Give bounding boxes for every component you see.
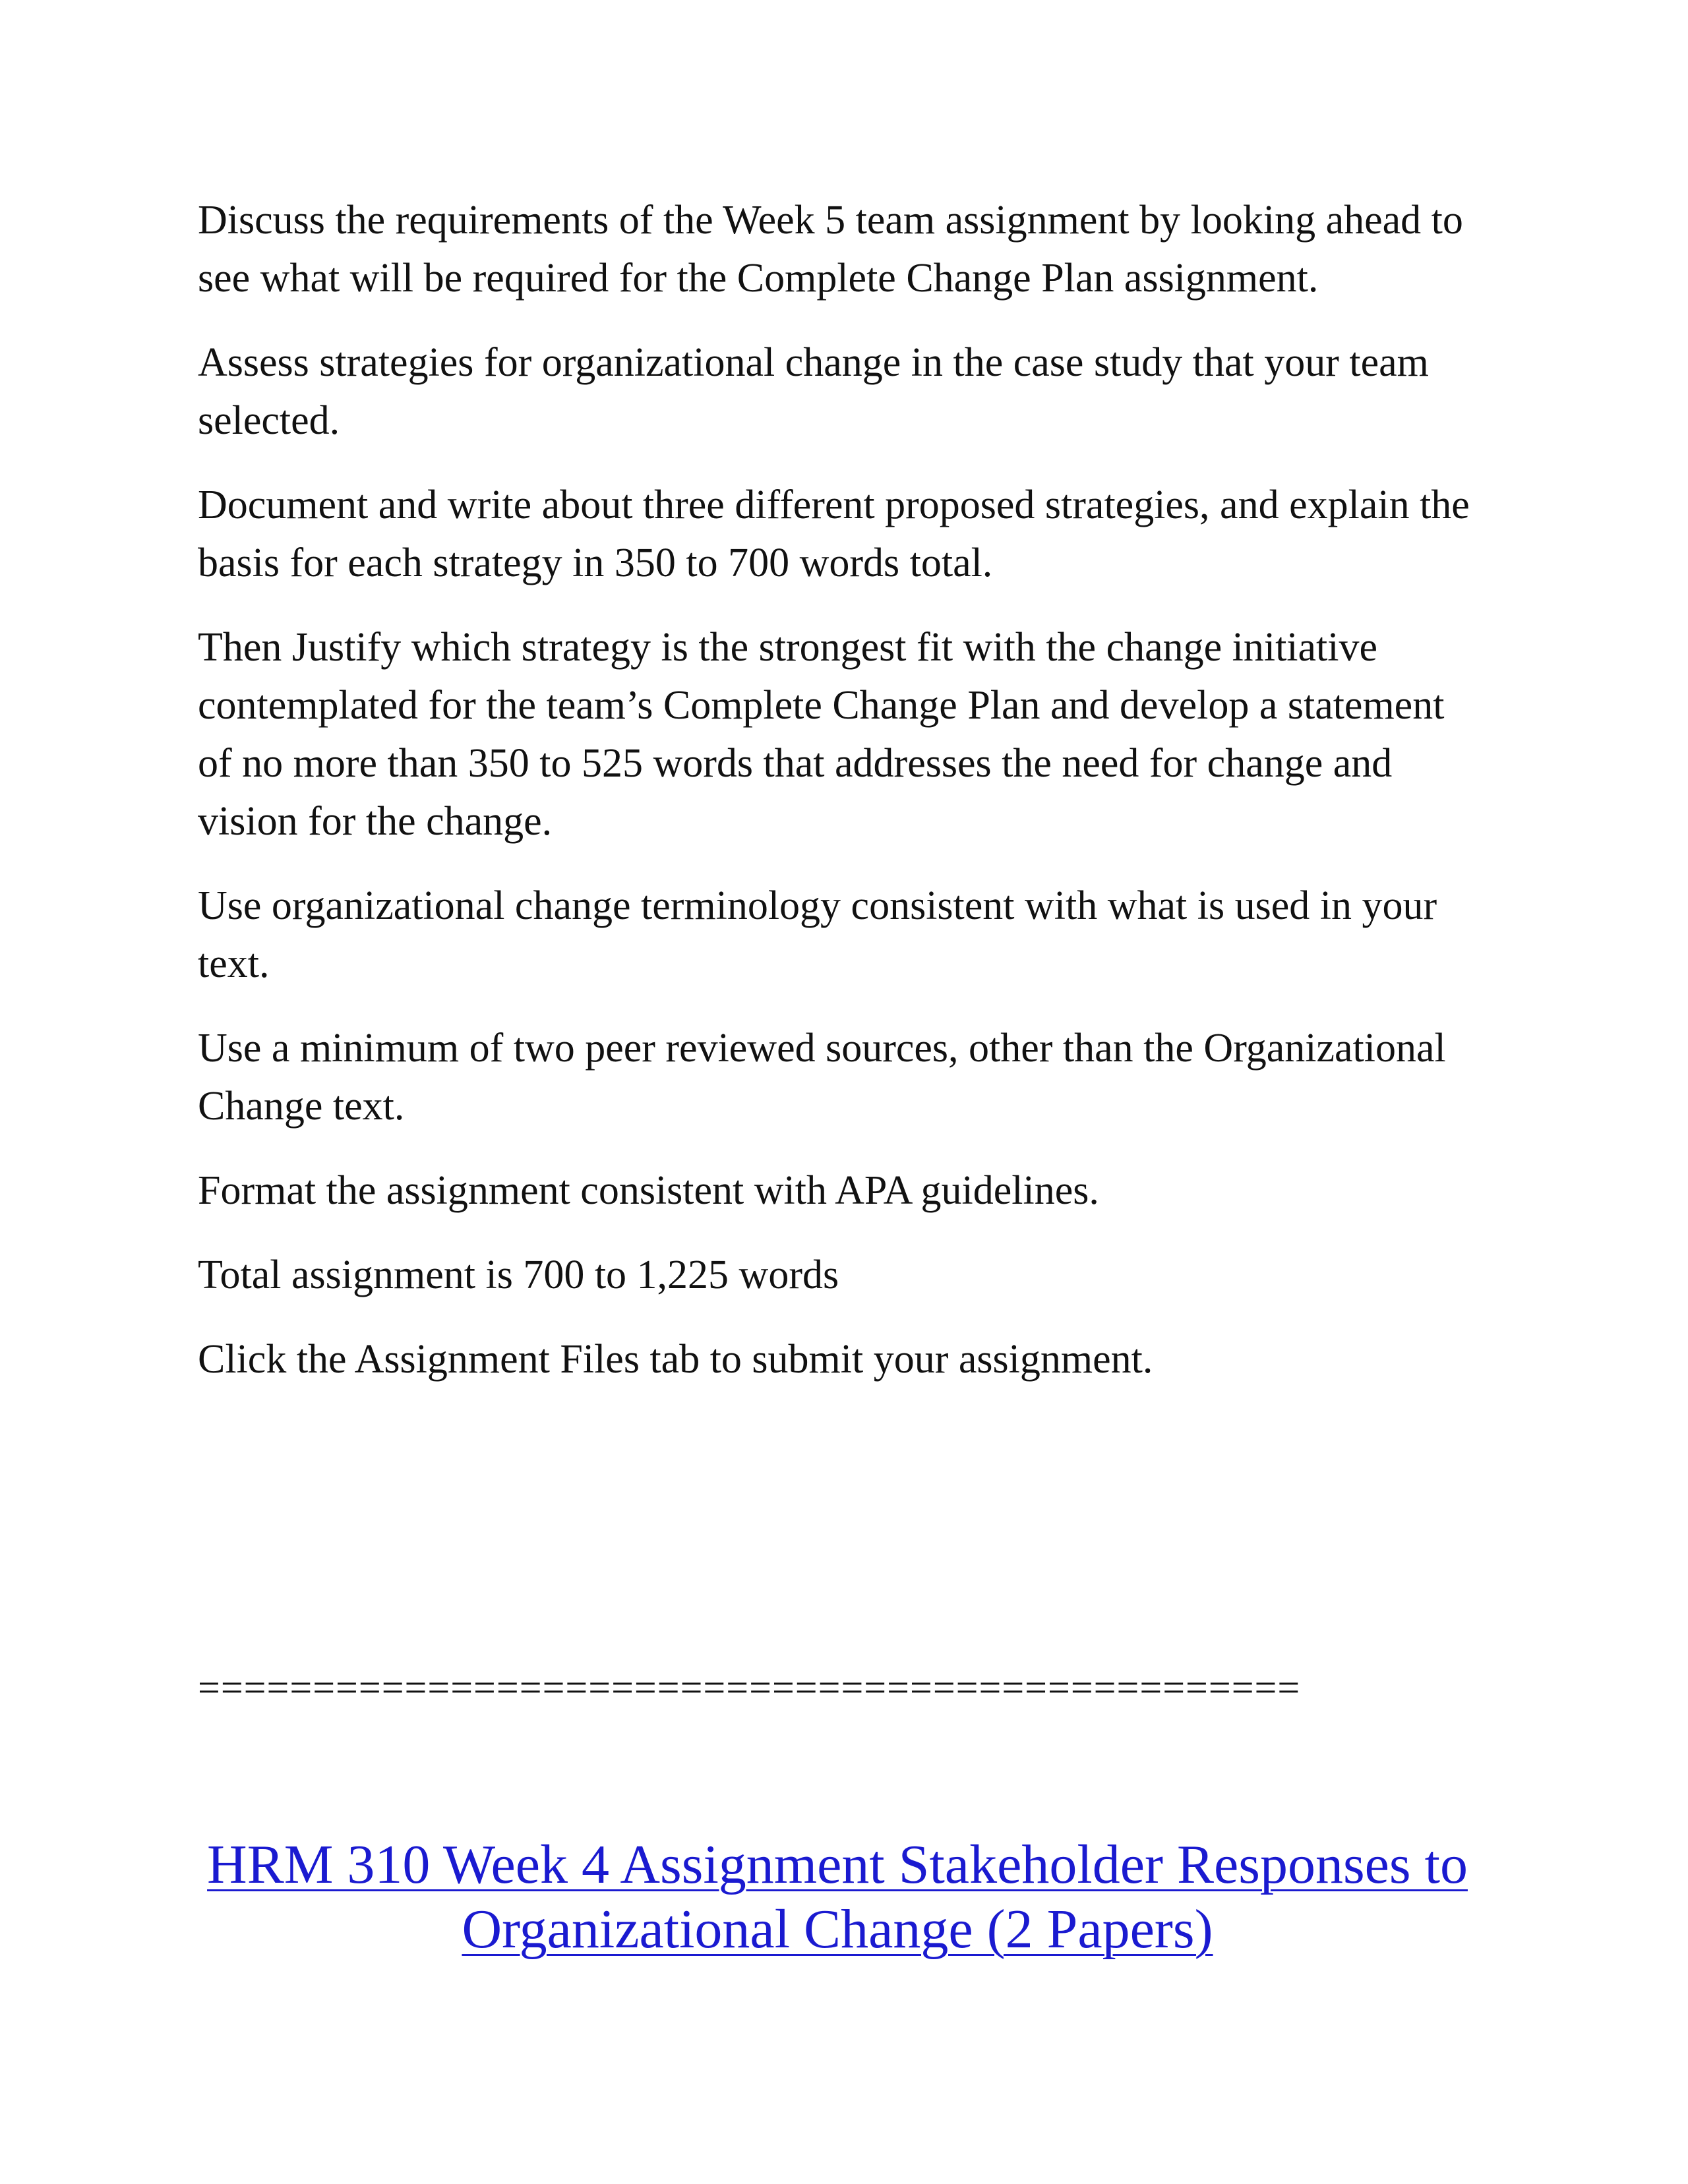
paragraph-discuss-requirements: Discuss the requirements of the Week 5 team assignment by looking ahead to see what will be required for the Complete Change Plan assignment. [198, 198, 1463, 301]
separator-line: ================================================ [198, 1666, 1301, 1709]
assignment-instructions [198, 191, 1484, 1415]
paragraph-assess-strategies: Assess strategies for organizational change in the case study that your team selected. [198, 340, 1429, 443]
paragraph-justify-strategy: Then Justify which strategy is the strongest fit with the change initiative contemplated for the team’s Complete Change Plan and develop a statement of no more than 350 to 525 words that addresses the need for change and vision for the change. [198, 625, 1445, 844]
paragraph-submit: Click the Assignment Files tab to submit your assignment. [198, 1337, 1153, 1382]
paragraph-word-count: Total assignment is 700 to 1,225 words [198, 1253, 839, 1297]
paragraph-document-strategies: Document and write about three different proposed strategies, and explain the basis for each strategy in 350 to 700 words total. [198, 483, 1470, 585]
paragraph-terminology: Use organizational change terminology consistent with what is used in your text. [198, 883, 1437, 986]
paragraph-format: Format the assignment consistent with APA guidelines. [198, 1168, 1099, 1213]
paragraph-sources: Use a minimum of two peer reviewed sources, other than the Organizational Change text. [198, 1026, 1446, 1129]
next-assignment-link[interactable]: HRM 310 Week 4 Assignment Stakeholder Responses to Organizational Change (2 Papers) [207, 1834, 1468, 1960]
